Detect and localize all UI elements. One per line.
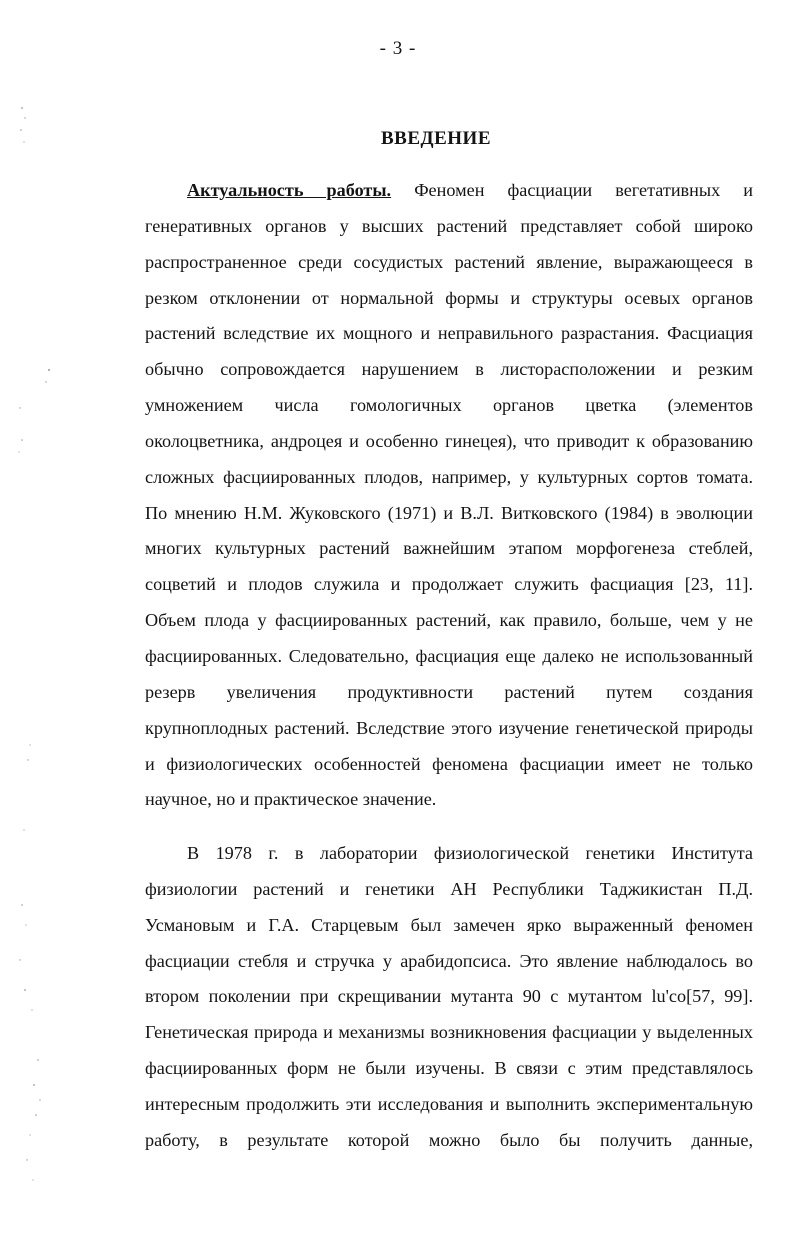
paragraph-relevance <box>103 173 753 818</box>
paragraph-line: растений вследствие их мощного и неправильного разрастания. Фасциация <box>145 323 753 344</box>
paragraph-line: втором поколении при скрещивании мутанта 90 с мутантом lu'co[57, 99]. <box>145 986 753 1007</box>
page-number: - 3 - <box>379 38 417 59</box>
paragraph-line: фасциированных. Следовательно, фасциация еще далеко не использованный <box>145 645 753 666</box>
paragraph-line: умножением числа гомологичных органов цветка (элементов <box>145 395 753 416</box>
paragraph-line: крупноплодных растений. Вследствие этого изучение генетической природы <box>145 717 753 738</box>
paragraph-line: физиологии растений и генетики АН Республики Таджикистан П.Д. <box>145 878 753 899</box>
paragraph-line: интересным продолжить эти исследования и выполнить экспериментальную <box>145 1093 753 1114</box>
paragraph-line: Усмановым и Г.А. Старцевым был замечен ярко выраженный феномен <box>145 914 753 935</box>
paragraph-line: и физиологических особенностей феномена фасциации имеет не только <box>145 753 753 774</box>
paragraph-line: соцветий и плодов служила и продолжает служить фасциация [23, 11]. <box>145 574 753 595</box>
paragraph-line: По мнению Н.М. Жуковского (1971) и В.Л. Витковского (1984) в эволюции <box>145 502 753 523</box>
relevance-lead: Актуальность работы. <box>187 180 392 200</box>
paragraph-line: распространенное среди сосудистых растений явление, выражающееся в <box>145 251 753 272</box>
paragraph-line: сложных фасциированных плодов, например, у культурных сортов томата. <box>145 466 753 487</box>
paragraph-line: генеративных органов у высших растений представляет собой широко <box>145 215 753 236</box>
paragraph-line: работу, в результате которой можно было бы получить данные, <box>145 1129 753 1150</box>
paragraph-line: резерв увеличения продуктивности растений путем создания <box>145 681 753 702</box>
paragraph-line: фасциации стебля и стручка у арабидопсиса. Это явление наблюдалось во <box>145 950 753 971</box>
paragraph-line: Актуальность работы. Феномен фасциации вегетативных и <box>187 180 753 200</box>
paragraph-line: обычно сопровождается нарушением в листорасположении и резким <box>145 359 753 380</box>
paragraph-history <box>103 836 753 1159</box>
paragraph-line: многих культурных растений важнейшим этапом морфогенеза стеблей, <box>145 538 753 559</box>
paragraph-line: В 1978 г. в лаборатории физиологической генетики Института <box>187 843 753 863</box>
paragraph-line: резком отклонении от нормальной формы и структуры осевых органов <box>145 287 753 308</box>
paragraph-line: научное, но и практическое значение. <box>145 789 437 810</box>
scan-margin-specks <box>0 0 70 1242</box>
section-heading: ВВЕДЕНИЕ <box>381 128 491 149</box>
paragraph-line: Объем плода у фасциированных растений, как правило, больше, чем у не <box>145 610 753 631</box>
paragraph-line: Генетическая природа и механизмы возникновения фасциации у выделенных <box>145 1022 753 1043</box>
paragraph-line: околоцветника, андроцея и особенно гинецея), что приводит к образованию <box>145 430 753 451</box>
paragraph-line: фасциированных форм не были изучены. В связи с этим представлялось <box>145 1058 753 1079</box>
